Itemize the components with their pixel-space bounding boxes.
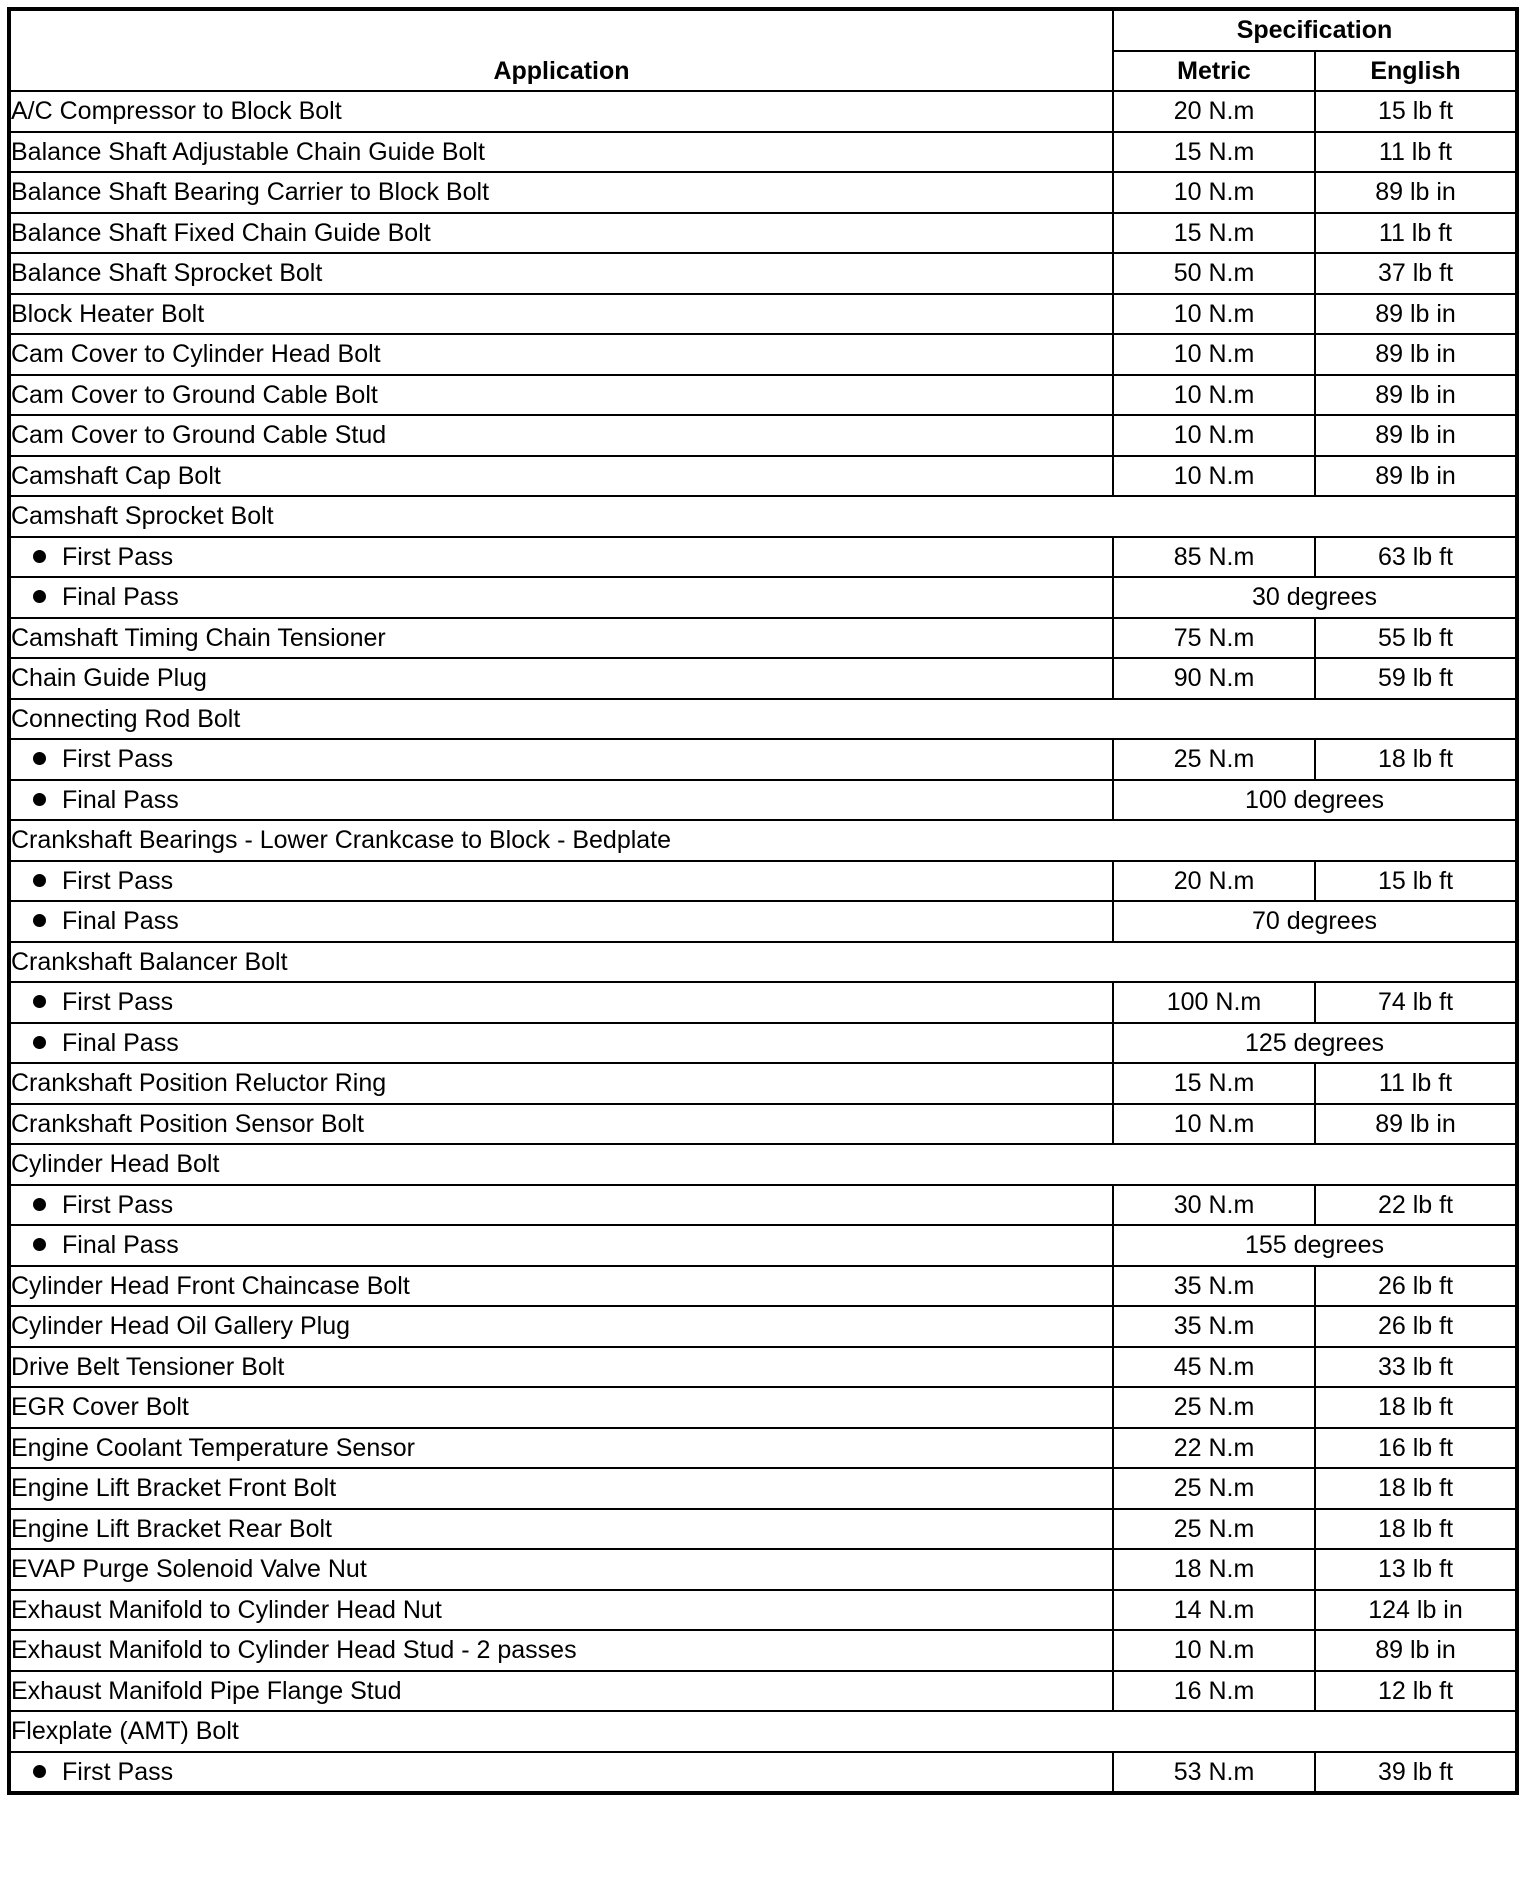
application-label: Engine Coolant Temperature Sensor xyxy=(11,1433,415,1462)
metric-cell: 10 N.m xyxy=(1113,172,1315,213)
english-cell: 39 lb ft xyxy=(1315,1752,1517,1794)
english-cell: 89 lb in xyxy=(1315,334,1517,375)
english-cell: 18 lb ft xyxy=(1315,739,1517,780)
metric-cell: 22 N.m xyxy=(1113,1428,1315,1469)
application-label: First Pass xyxy=(62,1757,174,1786)
application-label: A/C Compressor to Block Bolt xyxy=(11,97,342,126)
english-cell: 16 lb ft xyxy=(1315,1428,1517,1469)
metric-cell: 35 N.m xyxy=(1113,1266,1315,1307)
metric-header: Metric xyxy=(1113,51,1315,92)
application-label: Camshaft Timing Chain Tensioner xyxy=(11,623,386,652)
application-label: Final Pass xyxy=(62,907,179,936)
application-label: Connecting Rod Bolt xyxy=(11,704,241,733)
metric-cell: 15 N.m xyxy=(1113,1063,1315,1104)
table-row xyxy=(9,456,1517,497)
application-cell xyxy=(9,294,1113,335)
fastener-spec-table xyxy=(7,7,1519,1795)
application-cell xyxy=(9,537,1113,578)
metric-cell: 90 N.m xyxy=(1113,658,1315,699)
english-cell: 11 lb ft xyxy=(1315,132,1517,173)
application-cell xyxy=(9,1104,1113,1145)
table-row xyxy=(9,780,1517,821)
application-label: Cylinder Head Oil Gallery Plug xyxy=(11,1312,351,1341)
application-label: Exhaust Manifold to Cylinder Head Stud - 2 passes xyxy=(11,1636,577,1665)
table-row xyxy=(9,132,1517,173)
english-cell: 18 lb ft xyxy=(1315,1387,1517,1428)
metric-cell: 10 N.m xyxy=(1113,294,1315,335)
table-row xyxy=(9,1468,1517,1509)
metric-cell: 45 N.m xyxy=(1113,1347,1315,1388)
application-cell xyxy=(9,1468,1113,1509)
metric-cell: 18 N.m xyxy=(1113,1549,1315,1590)
english-cell: 13 lb ft xyxy=(1315,1549,1517,1590)
table-row xyxy=(9,1185,1517,1226)
application-cell xyxy=(9,1590,1113,1631)
application-label: Crankshaft Balancer Bolt xyxy=(11,947,288,976)
table-row xyxy=(9,942,1517,983)
application-label: First Pass xyxy=(62,866,174,895)
application-cell xyxy=(9,618,1113,659)
table-row xyxy=(9,1590,1517,1631)
table-row xyxy=(9,91,1517,132)
metric-cell: 25 N.m xyxy=(1113,1468,1315,1509)
application-label: First Pass xyxy=(62,988,174,1017)
metric-cell: 85 N.m xyxy=(1113,537,1315,578)
metric-cell: 25 N.m xyxy=(1113,1509,1315,1550)
application-label: First Pass xyxy=(62,542,174,571)
table-row xyxy=(9,1549,1517,1590)
table-row xyxy=(9,861,1517,902)
english-cell: 22 lb ft xyxy=(1315,1185,1517,1226)
metric-cell: 25 N.m xyxy=(1113,1387,1315,1428)
application-cell xyxy=(9,780,1113,821)
english-cell: 124 lb in xyxy=(1315,1590,1517,1631)
metric-cell: 10 N.m xyxy=(1113,375,1315,416)
application-label: Flexplate (AMT) Bolt xyxy=(11,1717,239,1746)
metric-cell: 25 N.m xyxy=(1113,739,1315,780)
english-header: English xyxy=(1315,51,1517,92)
table-row xyxy=(9,901,1517,942)
application-cell xyxy=(9,456,1113,497)
application-label: First Pass xyxy=(62,1190,174,1219)
application-label: Camshaft Cap Bolt xyxy=(11,461,221,490)
group-heading-cell xyxy=(9,496,1517,537)
application-cell xyxy=(9,415,1113,456)
table-row xyxy=(9,1387,1517,1428)
group-heading-cell xyxy=(9,820,1517,861)
application-label: Balance Shaft Sprocket Bolt xyxy=(11,259,323,288)
application-label: Camshaft Sprocket Bolt xyxy=(11,502,274,531)
table-row xyxy=(9,1711,1517,1752)
application-cell xyxy=(9,658,1113,699)
metric-cell: 10 N.m xyxy=(1113,1104,1315,1145)
angle-spec-cell: 30 degrees xyxy=(1113,577,1517,618)
bullet-icon xyxy=(33,550,46,563)
application-cell xyxy=(9,1630,1113,1671)
application-cell xyxy=(9,1185,1113,1226)
application-label: Balance Shaft Fixed Chain Guide Bolt xyxy=(11,218,431,247)
application-cell xyxy=(9,901,1113,942)
table-row xyxy=(9,577,1517,618)
application-label: Crankshaft Position Reluctor Ring xyxy=(11,1069,387,1098)
application-cell xyxy=(9,1671,1113,1712)
application-label: Exhaust Manifold to Cylinder Head Nut xyxy=(11,1595,442,1624)
application-cell xyxy=(9,253,1113,294)
application-label: Drive Belt Tensioner Bolt xyxy=(11,1352,285,1381)
metric-cell: 100 N.m xyxy=(1113,982,1315,1023)
group-heading-cell xyxy=(9,942,1517,983)
metric-cell: 75 N.m xyxy=(1113,618,1315,659)
english-cell: 37 lb ft xyxy=(1315,253,1517,294)
application-label: Crankshaft Bearings - Lower Crankcase to Block - Bedplate xyxy=(11,826,672,855)
application-label: Block Heater Bolt xyxy=(11,299,205,328)
table-row xyxy=(9,496,1517,537)
english-cell: 11 lb ft xyxy=(1315,1063,1517,1104)
english-cell: 26 lb ft xyxy=(1315,1306,1517,1347)
application-label: Exhaust Manifold Pipe Flange Stud xyxy=(11,1676,402,1705)
application-label: EVAP Purge Solenoid Valve Nut xyxy=(11,1555,367,1584)
application-label: Chain Guide Plug xyxy=(11,664,207,693)
table-row xyxy=(9,1023,1517,1064)
angle-spec-cell: 125 degrees xyxy=(1113,1023,1517,1064)
english-cell: 26 lb ft xyxy=(1315,1266,1517,1307)
table-row xyxy=(9,375,1517,416)
application-label: Final Pass xyxy=(62,1231,179,1260)
english-cell: 89 lb in xyxy=(1315,415,1517,456)
metric-cell: 10 N.m xyxy=(1113,415,1315,456)
table-row xyxy=(9,415,1517,456)
english-cell: 11 lb ft xyxy=(1315,213,1517,254)
metric-cell: 14 N.m xyxy=(1113,1590,1315,1631)
metric-cell: 20 N.m xyxy=(1113,861,1315,902)
table-row xyxy=(9,699,1517,740)
application-cell xyxy=(9,1266,1113,1307)
english-cell: 89 lb in xyxy=(1315,1630,1517,1671)
bullet-icon xyxy=(33,1036,46,1049)
metric-cell: 10 N.m xyxy=(1113,456,1315,497)
table-row xyxy=(9,1104,1517,1145)
bullet-icon xyxy=(33,874,46,887)
table-row xyxy=(9,820,1517,861)
metric-cell: 53 N.m xyxy=(1113,1752,1315,1794)
english-cell: 89 lb in xyxy=(1315,172,1517,213)
metric-cell: 20 N.m xyxy=(1113,91,1315,132)
application-label: Cylinder Head Front Chaincase Bolt xyxy=(11,1271,410,1300)
metric-cell: 35 N.m xyxy=(1113,1306,1315,1347)
application-cell xyxy=(9,1306,1113,1347)
bullet-icon xyxy=(33,914,46,927)
application-label: Cam Cover to Ground Cable Stud xyxy=(11,421,387,450)
application-cell xyxy=(9,1063,1113,1104)
english-cell: 59 lb ft xyxy=(1315,658,1517,699)
table-row xyxy=(9,739,1517,780)
application-label: Balance Shaft Adjustable Chain Guide Bolt xyxy=(11,137,485,166)
application-cell xyxy=(9,1225,1113,1266)
table-row xyxy=(9,537,1517,578)
table-row xyxy=(9,1752,1517,1794)
application-label: Cam Cover to Ground Cable Bolt xyxy=(11,380,378,409)
english-cell: 18 lb ft xyxy=(1315,1468,1517,1509)
spec-table-body xyxy=(9,91,1517,1793)
application-cell xyxy=(9,1387,1113,1428)
angle-spec-cell: 100 degrees xyxy=(1113,780,1517,821)
table-row xyxy=(9,1630,1517,1671)
english-cell: 63 lb ft xyxy=(1315,537,1517,578)
angle-spec-cell: 155 degrees xyxy=(1113,1225,1517,1266)
bullet-icon xyxy=(33,1238,46,1251)
english-cell: 18 lb ft xyxy=(1315,1509,1517,1550)
table-row xyxy=(9,172,1517,213)
metric-cell: 30 N.m xyxy=(1113,1185,1315,1226)
specification-header: Specification xyxy=(1113,9,1517,51)
table-row xyxy=(9,982,1517,1023)
application-label: Cylinder Head Bolt xyxy=(11,1150,220,1179)
application-cell xyxy=(9,91,1113,132)
english-cell: 55 lb ft xyxy=(1315,618,1517,659)
group-heading-cell xyxy=(9,1711,1517,1752)
angle-spec-cell: 70 degrees xyxy=(1113,901,1517,942)
table-row xyxy=(9,294,1517,335)
english-cell: 33 lb ft xyxy=(1315,1347,1517,1388)
application-cell xyxy=(9,375,1113,416)
table-row xyxy=(9,1347,1517,1388)
bullet-icon xyxy=(33,1198,46,1211)
application-cell xyxy=(9,1347,1113,1388)
application-cell xyxy=(9,577,1113,618)
metric-cell: 16 N.m xyxy=(1113,1671,1315,1712)
application-cell xyxy=(9,1428,1113,1469)
application-cell xyxy=(9,861,1113,902)
application-label: Final Pass xyxy=(62,583,179,612)
table-row xyxy=(9,334,1517,375)
table-row xyxy=(9,1063,1517,1104)
table-row xyxy=(9,618,1517,659)
english-cell: 74 lb ft xyxy=(1315,982,1517,1023)
english-cell: 12 lb ft xyxy=(1315,1671,1517,1712)
table-row xyxy=(9,253,1517,294)
application-label: Crankshaft Position Sensor Bolt xyxy=(11,1109,364,1138)
metric-cell: 50 N.m xyxy=(1113,253,1315,294)
group-heading-cell xyxy=(9,699,1517,740)
english-cell: 89 lb in xyxy=(1315,1104,1517,1145)
application-label: EGR Cover Bolt xyxy=(11,1393,189,1422)
application-cell xyxy=(9,334,1113,375)
application-cell xyxy=(9,172,1113,213)
application-label: Final Pass xyxy=(62,1028,179,1057)
english-cell: 89 lb in xyxy=(1315,294,1517,335)
application-label: Balance Shaft Bearing Carrier to Block Bolt xyxy=(11,178,490,207)
metric-cell: 10 N.m xyxy=(1113,334,1315,375)
bullet-icon xyxy=(33,995,46,1008)
application-label: First Pass xyxy=(62,745,174,774)
english-cell: 15 lb ft xyxy=(1315,91,1517,132)
metric-cell: 10 N.m xyxy=(1113,1630,1315,1671)
application-cell xyxy=(9,739,1113,780)
application-cell xyxy=(9,982,1113,1023)
application-label: Final Pass xyxy=(62,785,179,814)
application-cell xyxy=(9,1752,1113,1794)
table-row xyxy=(9,1428,1517,1469)
table-row xyxy=(9,1225,1517,1266)
table-row xyxy=(9,1671,1517,1712)
english-cell: 89 lb in xyxy=(1315,456,1517,497)
table-row xyxy=(9,658,1517,699)
bullet-icon xyxy=(33,793,46,806)
application-cell xyxy=(9,1509,1113,1550)
table-row xyxy=(9,213,1517,254)
table-row xyxy=(9,1306,1517,1347)
application-label: Engine Lift Bracket Rear Bolt xyxy=(11,1514,332,1543)
group-heading-cell xyxy=(9,1144,1517,1185)
metric-cell: 15 N.m xyxy=(1113,132,1315,173)
table-row xyxy=(9,1509,1517,1550)
metric-cell: 15 N.m xyxy=(1113,213,1315,254)
application-cell xyxy=(9,1549,1113,1590)
bullet-icon xyxy=(33,590,46,603)
table-row xyxy=(9,1144,1517,1185)
english-cell: 15 lb ft xyxy=(1315,861,1517,902)
bullet-icon xyxy=(33,1765,46,1778)
application-cell xyxy=(9,213,1113,254)
table-row xyxy=(9,1266,1517,1307)
bullet-icon xyxy=(33,752,46,765)
application-label: Engine Lift Bracket Front Bolt xyxy=(11,1474,337,1503)
english-cell: 89 lb in xyxy=(1315,375,1517,416)
application-label: Cam Cover to Cylinder Head Bolt xyxy=(11,340,381,369)
application-cell xyxy=(9,1023,1113,1064)
application-header: Application xyxy=(9,9,1113,91)
application-cell xyxy=(9,132,1113,173)
